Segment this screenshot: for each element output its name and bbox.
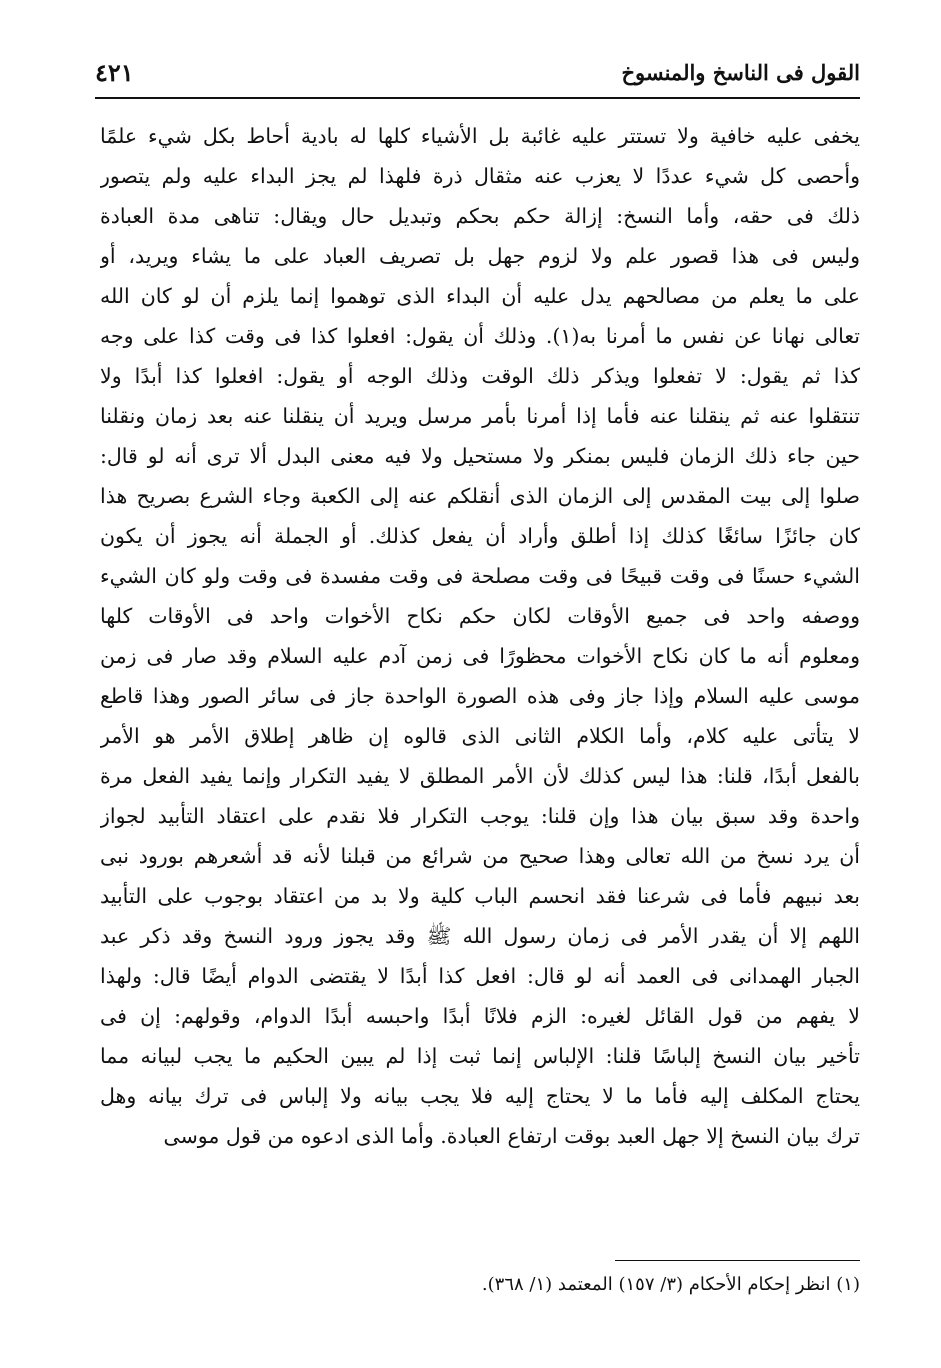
- text-line: يخفى عليه خافية ولا تستتر عليه غائبة بل الأشياء كلها له بادية أحاط بكل شيء علمًا: [100, 124, 860, 148]
- text-line: لا يتأتى عليه كلام، وأما الكلام الثانى الذى قالوه إن ظاهر إطلاق الأمر هو الأمر: [100, 724, 860, 748]
- text-line: كان جائزًا سائغًا كذلك إذا أطلق وأراد أن يفعل كذلك. أو الجملة أنه يجوز أن يكون: [100, 524, 860, 548]
- text-line: اللهم إلا أن يقدر الأمر فى زمان رسول الله ﷺ وقد يجوز ورود النسخ وقد ذكر عبد: [100, 924, 860, 948]
- text-line: وأحصى كل شيء عددًا لا يعزب عنه مثقال ذرة فلهذا لم يجز البداء عليه ولم يتصور: [100, 164, 860, 188]
- page-header: [95, 58, 860, 96]
- text-line: الجبار الهمدانى فى العمد أنه لو قال: افعل كذا أبدًا لا يقتضى الدوام أيضًا قال: ولهذا: [100, 964, 860, 988]
- text-line: بعد نبيهم فأما فى شرعنا فقد انحسم الباب كلية ولا بد من اعتقاد بوجوب على التأبيد: [100, 884, 860, 908]
- text-line: ومعلوم أنه ما كان نكاح الأخوات محظورًا فى زمن آدم عليه السلام وقد صار فى زمن: [100, 644, 860, 668]
- header-rule: [95, 97, 860, 99]
- text-line: الشيء حسنًا فى وقت قبيحًا فى وقت مصلحة فى وقت مفسدة فى وقت ولو كان الشيء: [100, 564, 860, 588]
- text-line: ووصفه واحد فى جميع الأوقات لكان حكم نكاح الأخوات واحد فى الأوقات كلها: [100, 604, 860, 628]
- text-line: وليس فى هذا قصور علم ولا لزوم جهل بل تصريف العباد على ما يشاء ويريد، أو: [100, 244, 860, 268]
- text-line: تعالى نهانا عن نفس ما أمرنا به(١). وذلك أن يقول: افعلوا كذا فى وقت كذا على وجه: [100, 324, 860, 348]
- text-line: لا يفهم من قول القائل لغيره: الزم فلانًا أبدًا واحبسه أبدًا الدوام، وقولهم: إن فى: [100, 1004, 860, 1028]
- text-line: واحدة وقد سبق بيان هذا وإن قلنا: يوجب التكرار فلا نقدم على اعتقاد التأبيد لجواز: [100, 804, 860, 828]
- text-line: أن يرد نسخ من الله تعالى وهذا صحيح من شرائع من قبلنا لأنه قد أشعرهم بورود نبى: [100, 844, 860, 868]
- text-line: موسى عليه السلام وإذا جاز وفى هذه الصورة الواحدة جاز فى سائر الصور وهذا قاطع: [100, 684, 860, 708]
- text-line: صلوا إلى بيت المقدس إلى الزمان الذى أنقلكم عنه إلى الكعبة وجاء الشرع بصريح هذا: [100, 484, 860, 508]
- footnote: (١) انظر إحكام الأحكام (٣/ ١٥٧) المعتمد (١/ ٣٦٨).: [481, 1274, 860, 1295]
- body-text: [100, 116, 860, 1156]
- text-line: ذلك فى حقه، وأما النسخ: إزالة حكم بحكم وتبديل حال ويقال: تناهى مدة العبادة: [100, 204, 860, 228]
- text-line: يحتاج المكلف إليه فأما ما لا يحتاج إليه فلا يجب بيانه ولا إلباس فى ترك بيانه وهل: [100, 1084, 860, 1108]
- text-line: حين جاء ذلك الزمان فليس بمنكر ولا مستحيل ولا فيه معنى البدل ألا ترى أنه لو قال:: [100, 444, 860, 468]
- footnote-rule: [615, 1260, 860, 1261]
- text-line: كذا ثم يقول: لا تفعلوا ويذكر ذلك الوقت وذلك الوجه أو يقول: افعلوا كذا أبدًا ولا: [100, 364, 860, 388]
- text-line: على ما يعلم من مصالحهم يدل عليه أن البداء الذى توهموا إنما يلزم أن لو كان الله: [100, 284, 860, 308]
- text-line: تنتقلوا عنه ثم ينقلنا عنه فأما إذا أمرنا بأمر مرسل ويريد أن ينقلنا عنه بعد زمان ونقلنا: [100, 404, 860, 428]
- text-line: ترك بيان النسخ إلا جهل العبد بوقت ارتفاع العبادة. وأما الذى ادعوه من قول موسى: [163, 1124, 860, 1148]
- text-line: بالفعل أبدًا، قلنا: هذا ليس كذلك لأن الأمر المطلق لا يفيد التكرار وإنما يفيد الفعل مرة: [100, 764, 860, 788]
- text-line: تأخير بيان النسخ إلباسًا قلنا: الإلباس إنما ثبت إذا لم يبين الحكيم ما يجب لبيانه مما: [100, 1044, 860, 1068]
- page-number: ٤٢١: [95, 58, 134, 87]
- running-title: القول فى الناسخ والمنسوخ: [621, 60, 860, 85]
